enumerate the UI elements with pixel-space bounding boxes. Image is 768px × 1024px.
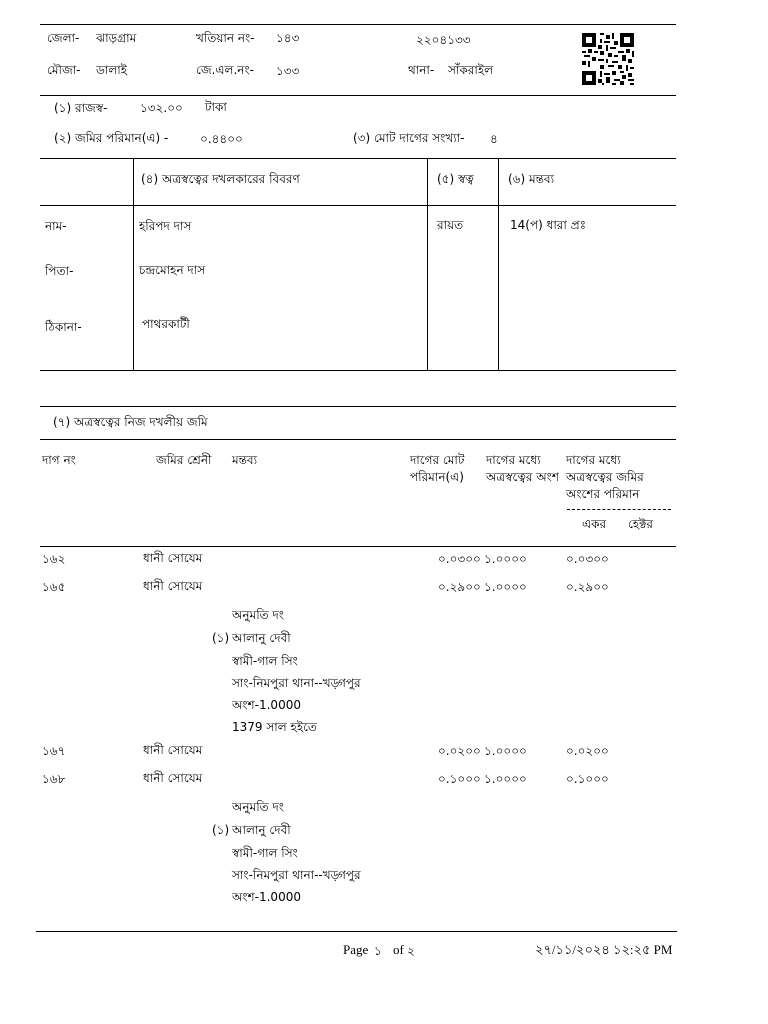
plot-count-label: (৩) মোট দাগের সংখ্যা- bbox=[353, 131, 465, 145]
mouza-label: মৌজা- bbox=[47, 63, 81, 77]
land-header-top bbox=[40, 439, 676, 440]
right-value: রায়ত bbox=[437, 218, 464, 232]
land-section-top bbox=[40, 406, 676, 407]
occupant-col-divider-3 bbox=[498, 158, 499, 370]
table-row-class: ধানী সোযেম bbox=[143, 743, 203, 757]
note-person: আলানু দেবী bbox=[232, 631, 291, 645]
jl-value: ১৩৩ bbox=[276, 64, 300, 78]
area-value: ০.৪৪০০ bbox=[200, 132, 243, 146]
revenue-label: (১) রাজস্ব- bbox=[54, 101, 108, 115]
khatian-value: ১৪৩ bbox=[276, 31, 300, 45]
col-share-header-line1: দাগের মধ্যে bbox=[486, 453, 541, 467]
table-row-plot: ১৬৫ bbox=[42, 580, 66, 594]
note-permit: অনুমতি দং bbox=[232, 608, 284, 622]
col-portion-header-line3: অংশের পরিমান bbox=[566, 487, 640, 501]
occupant-header-rule bbox=[40, 205, 676, 206]
col5-header: (৫) স্বত্ব bbox=[437, 172, 474, 186]
khatian-label: খতিয়ান নং- bbox=[196, 31, 255, 45]
col-total-header-line2: পরিমান(এ) bbox=[410, 470, 464, 484]
col-plot-header: দাগ নং bbox=[42, 453, 76, 467]
note-village: সাং-নিমপুরা থানা--খড়্গপুর bbox=[232, 868, 361, 882]
table-row-class: ধানী সোযেম bbox=[143, 771, 203, 785]
note-share: অংশ-1.0000 bbox=[232, 890, 301, 904]
note-share: অংশ-1.0000 bbox=[232, 698, 301, 712]
timestamp: ২৭/১১/২০২৪ ১২:২৫ PM bbox=[535, 942, 673, 957]
col-remark-header: মন্তব্য bbox=[232, 453, 258, 467]
table-row-portion: ০.১০০০ bbox=[566, 772, 609, 786]
table-row-class: ধানী সোযেম bbox=[143, 579, 203, 593]
remark-value: 14(প) ধারা প্রঃ bbox=[510, 218, 587, 232]
table-row-share: ১.০০০০ bbox=[484, 580, 527, 594]
table-row-portion: ০.০৩০০ bbox=[566, 552, 609, 566]
occupant-col-divider-1 bbox=[133, 158, 134, 370]
qr-code-icon bbox=[582, 33, 634, 85]
thana-value: সাঁকরাইল bbox=[448, 63, 494, 77]
unit-hectare: হেক্টর bbox=[628, 517, 654, 531]
table-row-class: ধানী সোযেম bbox=[143, 551, 203, 565]
note-person: আলানু দেবী bbox=[232, 823, 291, 837]
district-label: জেলা- bbox=[47, 31, 80, 45]
table-row-plot: ১৬২ bbox=[42, 552, 66, 566]
address-label: ঠিকানা- bbox=[45, 320, 82, 334]
district-value: ঝাড়গ্রাম bbox=[96, 31, 137, 45]
reference-number: ২২০৪১৩৩ bbox=[416, 33, 471, 47]
name-label: নাম- bbox=[45, 219, 67, 233]
table-row-portion: ০.০২০০ bbox=[566, 744, 609, 758]
unit-acre: একর bbox=[582, 517, 607, 531]
col-total-header-line1: দাগের মোট bbox=[410, 453, 465, 467]
note-husband: স্বামী-গাল সিং bbox=[232, 654, 298, 668]
note-index: (১) bbox=[212, 823, 230, 837]
name-value: হরিপদ দাস bbox=[139, 219, 192, 233]
table-row-total: ০.০২০০ bbox=[438, 744, 481, 758]
col-class-header: জমির শ্রেনী bbox=[156, 453, 212, 467]
col-portion-header-line1: দাগের মধ্যে bbox=[566, 453, 621, 467]
father-value: চন্দ্রমোহন দাস bbox=[139, 263, 206, 277]
top-rule bbox=[40, 24, 676, 25]
plot-count-value: ৪ bbox=[490, 132, 498, 146]
note-husband: স্বামী-গাল সিং bbox=[232, 846, 298, 860]
table-row-total: ০.২৯০০ bbox=[438, 580, 481, 594]
table-row-total: ০.০৩০০ bbox=[438, 552, 481, 566]
table-row-total: ০.১০০০ bbox=[438, 772, 481, 786]
note-year: 1379 সাল হইতে bbox=[232, 720, 317, 734]
header-rule bbox=[40, 95, 676, 96]
col-share-header-line2: অত্রস্বত্বের অংশ bbox=[486, 470, 559, 484]
area-label: (২) জমির পরিমান(এ) - bbox=[54, 131, 169, 145]
jl-label: জে.এল.নং- bbox=[196, 63, 254, 77]
page-current: ১ bbox=[374, 944, 382, 958]
col-portion-header-line2: অত্রস্বত্বের জমির bbox=[566, 470, 644, 484]
mouza-value: ডালাই bbox=[96, 63, 127, 77]
table-row-share: ১.০০০০ bbox=[484, 772, 527, 786]
note-index: (১) bbox=[212, 631, 230, 645]
footer-rule bbox=[36, 931, 677, 932]
page-label: Page bbox=[343, 942, 369, 957]
occupant-table-top bbox=[40, 158, 676, 159]
unit-divider bbox=[567, 509, 671, 510]
revenue-value: ১৩২.০০ bbox=[140, 101, 183, 115]
table-row-portion: ০.২৯০০ bbox=[566, 580, 609, 594]
thana-label: থানা- bbox=[408, 63, 435, 77]
col6-header: (৬) মন্তব্য bbox=[508, 172, 555, 186]
note-permit: অনুমতি দং bbox=[232, 800, 284, 814]
revenue-unit: টাকা bbox=[205, 100, 227, 114]
table-row-share: ১.০০০০ bbox=[484, 552, 527, 566]
land-header-bottom bbox=[40, 546, 676, 547]
occupant-col-divider-2 bbox=[427, 158, 428, 370]
page-total: ২ bbox=[407, 944, 415, 958]
table-row-plot: ১৬৭ bbox=[42, 744, 66, 758]
occupant-table-bottom bbox=[40, 370, 676, 371]
land-section-title: (৭) অত্রস্বত্বের নিজ দখলীয় জমি bbox=[53, 415, 208, 429]
page-of: of bbox=[393, 942, 404, 957]
father-label: পিতা- bbox=[45, 264, 74, 278]
table-row-share: ১.০০০০ bbox=[484, 744, 527, 758]
address-value: পাথরকাটী bbox=[142, 317, 190, 331]
note-village: সাং-নিমপুরা থানা--খড়্গপুর bbox=[232, 676, 361, 690]
table-row-plot: ১৬৮ bbox=[42, 772, 66, 786]
col4-header: (৪) অত্রস্বত্বের দখলকারের বিবরণ bbox=[141, 172, 300, 186]
